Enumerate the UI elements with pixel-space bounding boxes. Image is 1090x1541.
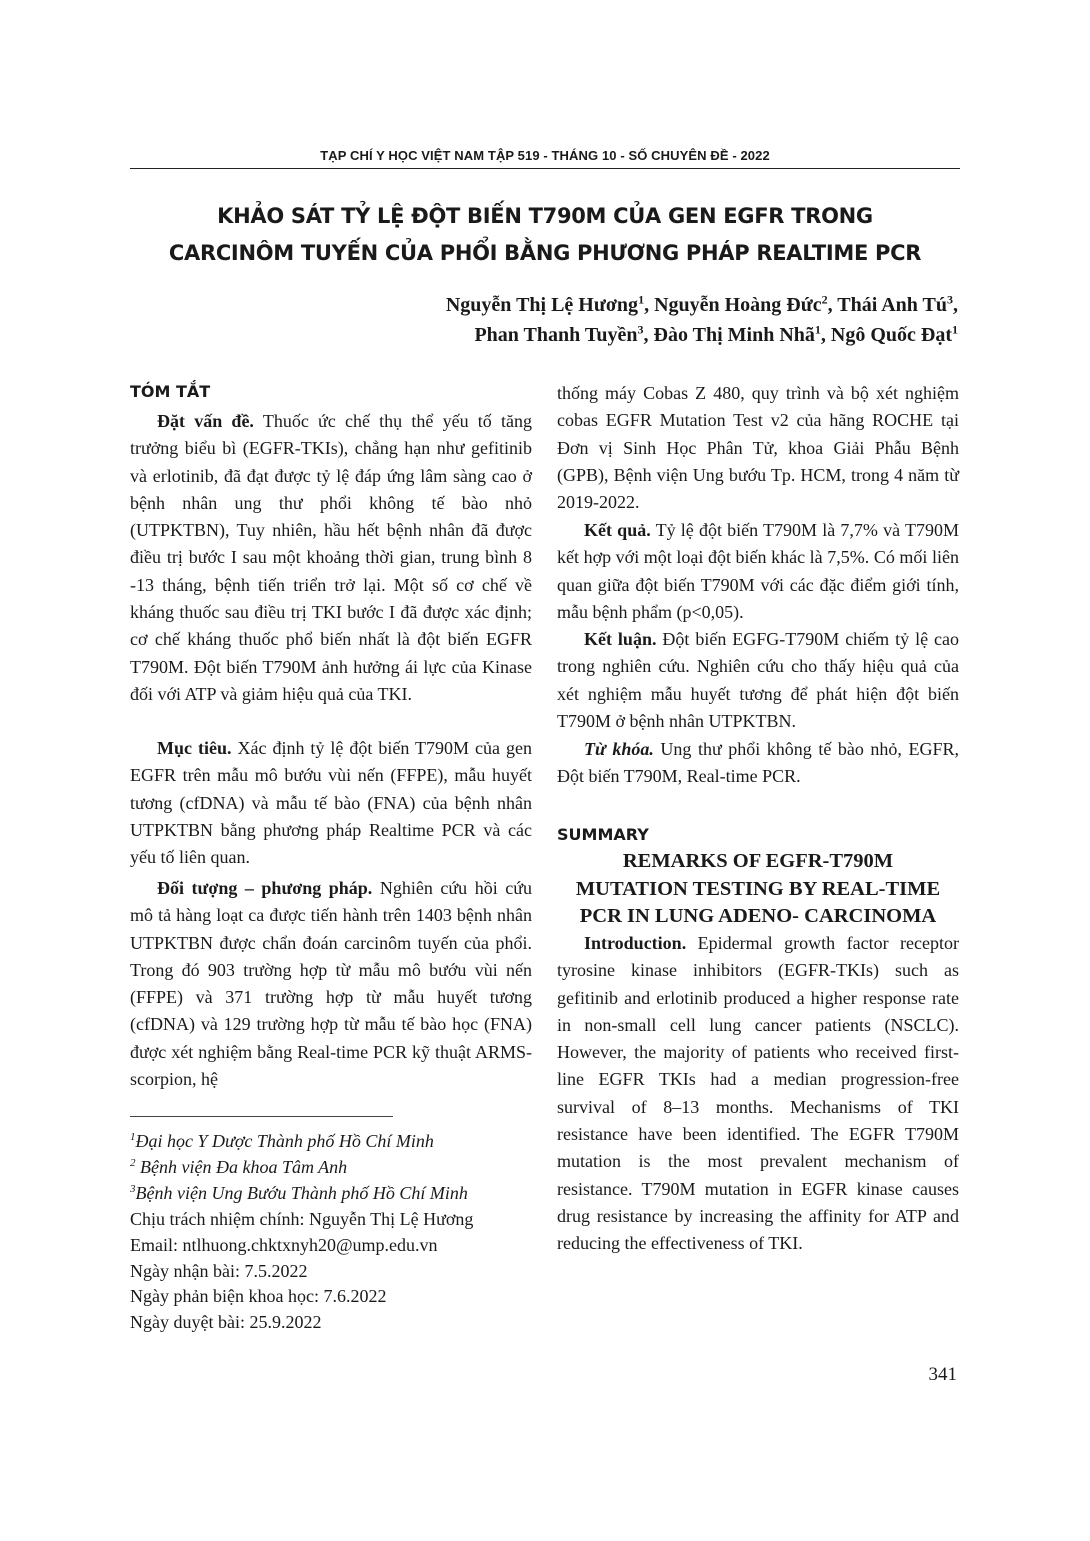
title-line-2: CARCINÔM TUYẾN CỦA PHỔI BẰNG PHƯƠNG PHÁP REALTIME PCR [168,241,922,265]
affiliation-mark: 2 [130,1157,136,1169]
objective-text: Xác định tỷ lệ đột biến T790M của gen EGFR trên mẫu mô bướu vùi nến (FFPE), mẫu huyết tương (cfDNA) và mẫu tế bào (FNA) của bệnh nhân UTPKTBN bằng phương pháp Realtime PCR và các yếu tố liên quan. [130,738,533,868]
affiliation-1 [130,1129,550,1154]
date-reviewed: Ngày phản biện khoa học: 7.6.2022 [130,1286,387,1306]
author-name: Ngô Quốc Đạt [830,324,952,346]
affiliation-2 [130,1155,550,1180]
article-title [130,198,960,272]
conclusion-label: Kết luận. [584,629,657,649]
author-name: Thái Anh Tú [837,294,947,316]
english-title [557,848,959,931]
abstract-methods-continued: thống máy Cobas Z 480, quy trình và bộ xét nghiệm cobas EGFR Mutation Test v2 của hãng ROCHE tại Đơn vị Sinh Học Phân Tử, khoa Giải Phẫu Bệnh (GPB), Bệnh viện Ung bướu Tp. HCM, trong 4 năm từ 2019-2022. [557,383,959,513]
header-rule [130,168,960,169]
author-affiliation-mark: 3 [637,322,644,337]
objective-label: Mục tiêu. [157,738,232,758]
abstract-heading-vi: TÓM TẮT [130,382,211,401]
methods-label: Đối tượng – phương pháp. [157,878,373,898]
author-separator: , [643,324,654,346]
background-label: Đặt vấn đề. [157,411,254,431]
keywords-label: Từ khóa. [584,739,654,759]
abstract-background [130,408,532,708]
introduction-label: Introduction. [584,933,687,953]
author-name: Nguyễn Hoàng Đức [654,294,822,316]
author-affiliation-mark: 3 [947,292,953,307]
abstract-results [557,517,959,626]
affiliation-mark: 1 [130,1131,136,1143]
corresponding-email: Email: ntlhuong.chktxnyh20@ump.edu.vn [130,1235,438,1255]
date-received: Ngày nhận bài: 7.5.2022 [130,1261,308,1281]
title-line-1: KHẢO SÁT TỶ LỆ ĐỘT BIẾN T790M CỦA GEN EGFR TRONG [217,204,873,228]
author-name: Đào Thị Minh Nhã [653,324,815,346]
affiliation-text: Bệnh viện Đa khoa Tâm Anh [135,1157,348,1177]
affiliation-3 [130,1181,550,1206]
author-line-2 [446,320,958,350]
conclusion-text: Đột biến EGFG-T790M chiếm tỷ lệ cao trong nghiên cứu. Nghiên cứu cho thấy hiệu quả của xét nghiệm mẫu huyết tương để phát hiện đột biến T790M ở bệnh nhân UTPKTBN. [557,629,959,731]
author-separator: , [820,324,831,346]
author-affiliation-mark: 1 [952,322,958,337]
english-title-line-2: MUTATION TESTING BY REAL-TIME [575,877,941,900]
author-separator: , [827,294,838,316]
results-text: Tỷ lệ đột biến T790M là 7,7% và T790M kết hợp với một loại đột biến khác là 7,5%. Có mối liên quan giữa đột biến T790M với các đặc điểm giới tính, mẫu bệnh phẩm (p<0,05). [557,520,959,622]
english-title-line-1: REMARKS OF EGFR-T790M [622,850,894,872]
methods-text: Nghiên cứu hồi cứu mô tả hàng loạt ca được tiến hành trên 1403 bệnh nhân UTPKTBN được chẩn đoán carcinôm tuyến của phổi. Trong đó 903 trường hợp từ mẫu mô bướu vùi nến (FFPE) và 371 trường hợp từ mẫu huyết tương (cfDNA) và 129 trường hợp từ mẫu tế bào học (FNA) được xét nghiệm bằng Real-time PCR kỹ thuật ARMS-scorpion, hệ [130,878,532,1090]
corresponding-author: Chịu trách nhiệm chính: Nguyễn Thị Lệ Hương [130,1209,474,1229]
results-label: Kết quả. [584,520,651,540]
keywords-text: Ung thư phổi không tế bào nhỏ, EGFR, Đột biến T790M, Real-time PCR. [557,739,959,787]
affiliation-text: Đại học Y Dược Thành phố Hồ Chí Minh [135,1131,434,1151]
affiliation-mark: 3 [130,1183,136,1195]
abstract-methods [130,875,532,1093]
author-list [446,290,958,350]
abstract-keywords [557,736,959,791]
date-accepted: Ngày duyệt bài: 25.9.2022 [130,1312,322,1332]
introduction-text: Epidermal growth factor receptor tyrosine kinase inhibitors (EGFR-TKIs) such as gefitinib and erlotinib produced a higher response rate in non-small cell lung cancer patients (NSCLC). However, the majority of patients who received first-line EGFR TKIs had a median progression-free survival of 8–13 months. Mechanisms of TKI resistance have been identified. The EGFR T790M mutation is the most prevalent mechanism of resistance. T790M mutation in EGFR kinase causes drug resistance by increasing the affinity for ATP and reducing the effectiveness of TKI. [557,933,959,1254]
author-name: Phan Thanh Tuyền [474,324,638,346]
author-line-1 [446,290,958,320]
affiliation-text: Bệnh viện Ung Bướu Thành phố Hồ Chí Minh [135,1183,468,1203]
summary-introduction [557,930,959,1258]
footnote-rule [130,1116,393,1117]
summary-heading: SUMMARY [557,825,649,844]
page-number: 341 [928,1364,957,1385]
author-affiliation-mark: 2 [821,292,828,307]
author-affiliation-mark: 1 [638,292,645,307]
author-separator: , [953,294,958,316]
author-separator: , [644,294,655,316]
journal-running-header: TẠP CHÍ Y HỌC VIỆT NAM TẬP 519 - THÁNG 10 - SỐ CHUYÊN ĐỀ - 2022 [320,148,770,163]
background-text: Thuốc ức chế thụ thể yếu tố tăng trưởng biểu bì (EGFR-TKIs), chẳng hạn như gefitinib và erlotinib, đã đạt được tỷ lệ đáp ứng lâm sàng cao ở bệnh nhân ung thư phổi không tế bào nhỏ (UTPKTBN), Tuy nhiên, hầu hết bệnh nhân đã được điều trị bước I sau một khoảng thời gian, trung bình 8 -13 tháng, bệnh tiến triển trở lại. Một số cơ chế về kháng thuốc sau điều trị TKI bước I đã được xác định; cơ chế kháng thuốc phổ biến nhất là đột biến EGFR T790M. Đột biến T790M ảnh hưởng ái lực của Kinase đối với ATP và giảm hiệu quả của TKI. [130,411,532,704]
english-title-line-3: PCR IN LUNG ADENO- CARCINOMA [579,905,937,927]
abstract-conclusion [557,626,959,735]
abstract-objective [130,735,532,871]
author-affiliation-mark: 1 [814,322,821,337]
author-name: Nguyễn Thị Lệ Hương [445,294,639,316]
